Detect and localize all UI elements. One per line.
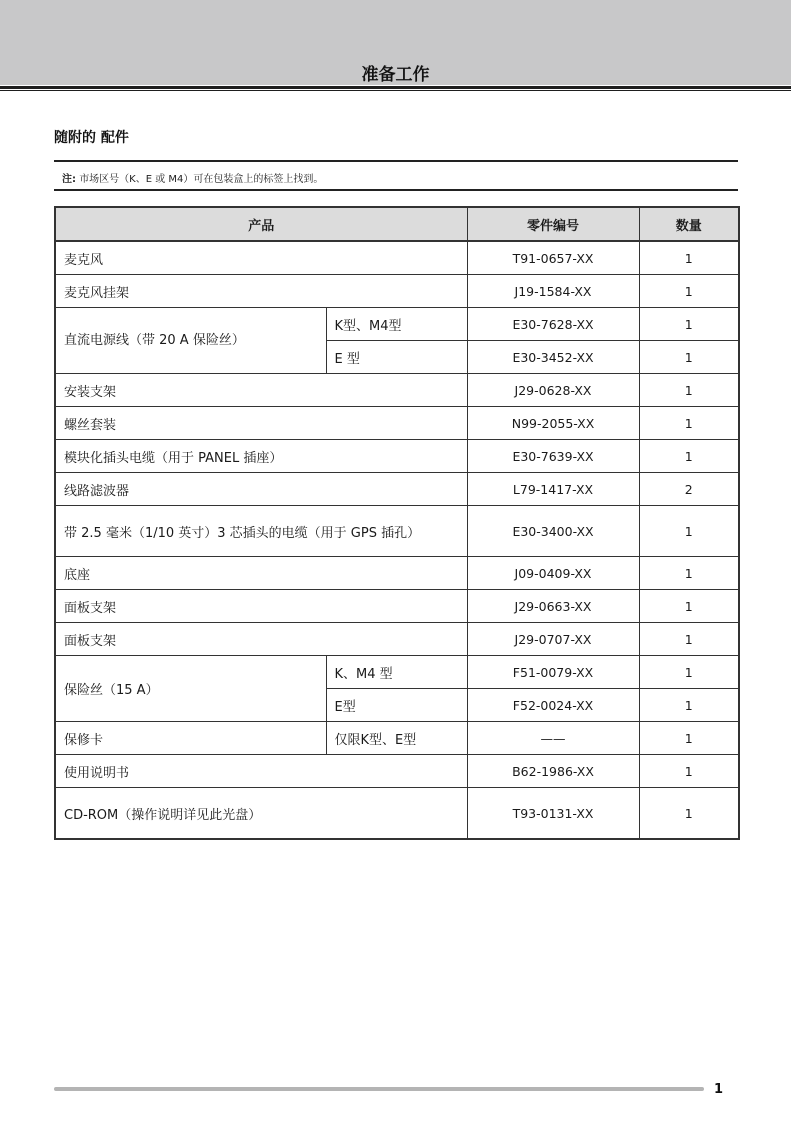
table-row bbox=[55, 275, 739, 308]
quantity-cell: 1 bbox=[639, 656, 739, 689]
quantity-cell: 1 bbox=[639, 590, 739, 623]
table-row bbox=[55, 506, 739, 557]
header-quantity: 数量 bbox=[639, 207, 739, 241]
note-bottom-rule bbox=[54, 189, 738, 191]
part-number-cell: E30-7628-XX bbox=[467, 308, 639, 341]
product-cell: 面板支架 bbox=[55, 590, 467, 623]
note-text: 市场区号（K、E 或 M4）可在包装盒上的标签上找到。 bbox=[79, 174, 324, 185]
table-row bbox=[55, 656, 739, 689]
footer-rule bbox=[54, 1087, 704, 1091]
table-row bbox=[55, 788, 739, 840]
part-number-cell: N99-2055-XX bbox=[467, 407, 639, 440]
product-cell: 直流电源线（带 20 A 保险丝） bbox=[55, 308, 326, 374]
table-row bbox=[55, 241, 739, 275]
table-row bbox=[55, 755, 739, 788]
part-number-cell: L79-1417-XX bbox=[467, 473, 639, 506]
part-number-cell: J09-0409-XX bbox=[467, 557, 639, 590]
header-part-number: 零件编号 bbox=[467, 207, 639, 241]
table-row bbox=[55, 623, 739, 656]
product-cell: 安装支架 bbox=[55, 374, 467, 407]
table-row bbox=[55, 473, 739, 506]
table-header-row bbox=[55, 207, 739, 241]
quantity-cell: 1 bbox=[639, 241, 739, 275]
quantity-cell: 1 bbox=[639, 689, 739, 722]
variant-cell: K型、M4型 bbox=[326, 308, 467, 341]
header-rule-thin bbox=[0, 90, 791, 91]
note-top-rule bbox=[54, 160, 738, 162]
variant-cell: K、M4 型 bbox=[326, 656, 467, 689]
quantity-cell: 1 bbox=[639, 407, 739, 440]
quantity-cell: 1 bbox=[639, 440, 739, 473]
part-number-cell: J29-0663-XX bbox=[467, 590, 639, 623]
part-number-cell: E30-3400-XX bbox=[467, 506, 639, 557]
quantity-cell: 1 bbox=[639, 308, 739, 341]
product-cell: 使用说明书 bbox=[55, 755, 467, 788]
table-row bbox=[55, 557, 739, 590]
product-cell: CD-ROM（操作说明详见此光盘） bbox=[55, 788, 467, 840]
product-cell: 线路滤波器 bbox=[55, 473, 467, 506]
product-cell: 底座 bbox=[55, 557, 467, 590]
quantity-cell: 1 bbox=[639, 623, 739, 656]
page-number: 1 bbox=[714, 1082, 724, 1097]
product-cell: 麦克风挂架 bbox=[55, 275, 467, 308]
quantity-cell: 1 bbox=[639, 557, 739, 590]
part-number-cell: F52-0024-XX bbox=[467, 689, 639, 722]
product-cell: 麦克风 bbox=[55, 241, 467, 275]
product-cell: 模块化插头电缆（用于 PANEL 插座） bbox=[55, 440, 467, 473]
part-number-cell: E30-3452-XX bbox=[467, 341, 639, 374]
product-cell: 保险丝（15 A） bbox=[55, 656, 326, 722]
note bbox=[62, 170, 323, 185]
quantity-cell: 1 bbox=[639, 722, 739, 755]
part-number-cell: J29-0628-XX bbox=[467, 374, 639, 407]
part-number-cell: B62-1986-XX bbox=[467, 755, 639, 788]
product-cell: 面板支架 bbox=[55, 623, 467, 656]
part-number-cell: T93-0131-XX bbox=[467, 788, 639, 840]
product-cell: 螺丝套装 bbox=[55, 407, 467, 440]
product-cell: 带 2.5 毫米（1/10 英寸）3 芯插头的电缆（用于 GPS 插孔） bbox=[55, 506, 467, 557]
product-cell: 保修卡 bbox=[55, 722, 326, 755]
quantity-cell: 1 bbox=[639, 755, 739, 788]
quantity-cell: 1 bbox=[639, 788, 739, 840]
table-row bbox=[55, 722, 739, 755]
quantity-cell: 1 bbox=[639, 275, 739, 308]
variant-cell: 仅限K型、E型 bbox=[326, 722, 467, 755]
table-row bbox=[55, 407, 739, 440]
section-title: 随附的 配件 bbox=[54, 130, 129, 146]
table-row bbox=[55, 308, 739, 341]
table-row bbox=[55, 590, 739, 623]
page-title: 准备工作 bbox=[361, 65, 430, 85]
variant-cell: E型 bbox=[326, 689, 467, 722]
quantity-cell: 1 bbox=[639, 506, 739, 557]
part-number-cell: J29-0707-XX bbox=[467, 623, 639, 656]
note-label: 注: bbox=[62, 174, 76, 185]
part-number-cell: J19-1584-XX bbox=[467, 275, 639, 308]
quantity-cell: 2 bbox=[639, 473, 739, 506]
part-number-cell: E30-7639-XX bbox=[467, 440, 639, 473]
header-rule-thick bbox=[0, 86, 791, 89]
header-product: 产品 bbox=[55, 207, 467, 241]
quantity-cell: 1 bbox=[639, 374, 739, 407]
part-number-cell: T91-0657-XX bbox=[467, 241, 639, 275]
part-number-cell: F51-0079-XX bbox=[467, 656, 639, 689]
table-row bbox=[55, 374, 739, 407]
quantity-cell: 1 bbox=[639, 341, 739, 374]
part-number-cell: —— bbox=[467, 722, 639, 755]
variant-cell: E 型 bbox=[326, 341, 467, 374]
accessories-table bbox=[54, 206, 740, 840]
table-row bbox=[55, 440, 739, 473]
